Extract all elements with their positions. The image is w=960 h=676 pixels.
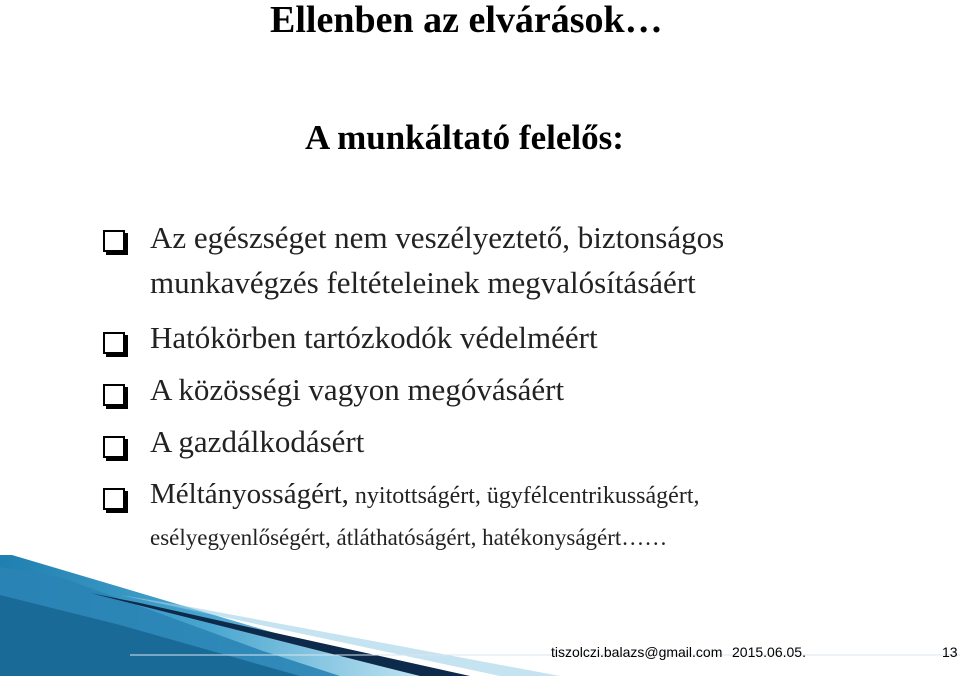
bullet-text-line: Az egészséget nem veszélyeztető, biztonságos — [150, 220, 725, 255]
checkbox-bullet-icon — [103, 488, 125, 510]
bullet-text-rest: nyitottságért, ügyfélcentrikusságért, — [348, 483, 700, 509]
bullet-text-lead: Méltányosságért, — [150, 478, 349, 510]
bullet-text-line: munkavégzés feltételeinek megvalósításáért — [150, 265, 696, 300]
checkbox-bullet-icon — [103, 230, 125, 252]
bullet-text-line: Hatókörben tartózkodók védelméért — [150, 320, 598, 355]
checkbox-bullet-icon — [103, 436, 125, 458]
bullet-text-line — [150, 478, 700, 511]
checkbox-bullet-icon — [103, 384, 125, 406]
bullet-text-line: A gazdálkodásért — [150, 424, 365, 459]
footer-email: tiszolczi.balazs@gmail.com — [551, 644, 723, 660]
checkbox-bullet-icon — [103, 332, 125, 354]
footer-date: 2015.06.05. — [732, 644, 806, 660]
slide-subtitle: A munkáltató felelős: — [305, 118, 624, 157]
decorative-wave-graphic — [0, 555, 960, 676]
footer-page-number: 13 — [942, 644, 958, 660]
bullet-text-line: esélyegyenlőségért, átláthatóságért, hatékonyságért…… — [150, 525, 668, 550]
bullet-text-line: A közösségi vagyon megóvásáért — [150, 372, 565, 407]
slide-title: Ellenben az elvárások… — [270, 0, 663, 41]
